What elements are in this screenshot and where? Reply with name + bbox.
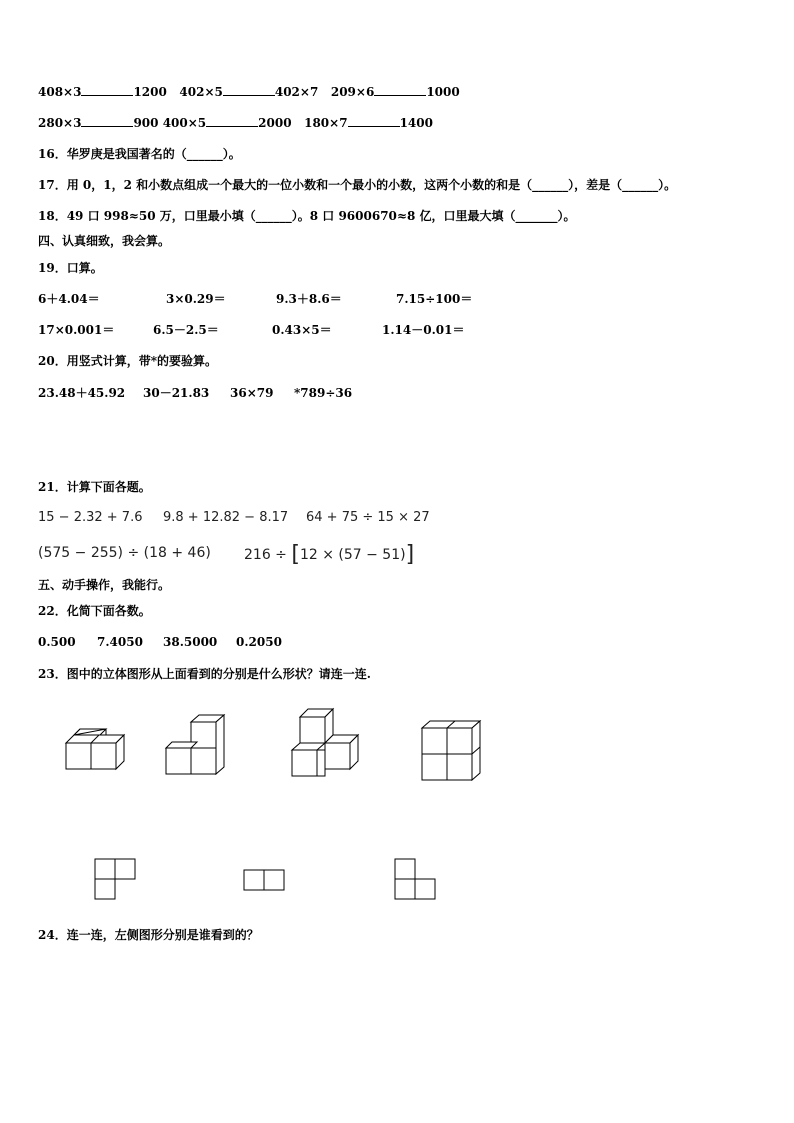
calc-expr: 9.8 + 12.82 − 8.17 <box>163 510 289 525</box>
question-16: 16．华罗庚是我国著名的（______）。 <box>38 147 241 161</box>
question-21: 21．计算下面各题。 <box>38 480 151 494</box>
compare-expr: 209×6 <box>330 85 375 99</box>
calc-expr: (575 − 255) ÷ (18 + 46) <box>38 545 211 561</box>
answer-blank[interactable] <box>81 114 133 127</box>
question-20: 20．用竖式计算，带*的要验算。 <box>38 354 217 368</box>
solid-figure-4 <box>420 718 486 784</box>
compare-value: 1200 <box>133 85 167 99</box>
question-23: 23．图中的立体图形从上面看到的分别是什么形状？请连一连. <box>38 667 371 681</box>
question-22: 22．化简下面各数。 <box>38 604 151 618</box>
answer-blank[interactable] <box>81 83 133 96</box>
section-4-heading: 四、认真细致，我会算。 <box>38 234 171 248</box>
top-view-3 <box>394 858 438 902</box>
top-view-2 <box>243 869 287 893</box>
compare-value: 2000 <box>258 116 292 130</box>
calc-expr-part: 12 × (57 − 51) <box>299 547 406 563</box>
answer-blank[interactable] <box>348 114 400 127</box>
vertical-item: 30－21.83 <box>143 386 210 400</box>
question-18: 18．49 口 998≈50 万，口里最小填（______）。8 口 9600670≈8 亿，口里最大填（_______）。 <box>38 209 576 223</box>
question-19: 19．口算。 <box>38 261 103 275</box>
simplify-item: 7.4050 <box>97 635 143 649</box>
compare-expr: 280×3 <box>38 116 82 130</box>
question-24: 24．连一连，左侧图形分别是谁看到的？ <box>38 928 259 942</box>
calc-expr: 15 − 2.32 + 7.6 <box>38 510 143 525</box>
compare-expr: 180×7 <box>304 116 348 130</box>
question-17: 17．用 0，1，2 和小数点组成一个最大的一位小数和一个最小的小数，这两个小数的和是（______），差是（______）。 <box>38 178 677 192</box>
answer-blank[interactable] <box>206 114 258 127</box>
oral-item: 17×0.001＝ <box>38 323 115 337</box>
bracket-right: ] <box>405 542 415 567</box>
calc-expr <box>244 542 415 567</box>
solid-figure-3 <box>290 705 362 780</box>
compare-value: 1400 <box>399 116 433 130</box>
compare-value: 1000 <box>426 85 460 99</box>
simplify-item: 38.5000 <box>163 635 218 649</box>
oral-item: 7.15÷100＝ <box>396 292 473 306</box>
oral-item: 6＋4.04＝ <box>38 292 100 306</box>
oral-item: 0.43×5＝ <box>272 323 332 337</box>
solid-figure-1 <box>60 725 130 775</box>
solid-figure-2 <box>164 712 230 778</box>
compare-value: 900 <box>133 116 159 130</box>
oral-item: 3×0.29＝ <box>166 292 226 306</box>
compare-row-2 <box>38 114 433 131</box>
vertical-item: 36×79 <box>230 386 274 400</box>
section-5-heading: 五、动手操作，我能行。 <box>38 578 171 592</box>
answer-blank[interactable] <box>223 83 275 96</box>
compare-row-1 <box>38 83 460 100</box>
simplify-item: 0.500 <box>38 635 76 649</box>
oral-item: 9.3＋8.6＝ <box>276 292 342 306</box>
compare-expr: 402×7 <box>274 85 319 99</box>
compare-expr: 400×5 <box>162 116 207 130</box>
vertical-item: *789÷36 <box>294 386 353 400</box>
compare-expr: 408×3 <box>38 85 82 99</box>
simplify-item: 0.2050 <box>236 635 282 649</box>
oral-item: 6.5－2.5＝ <box>153 323 219 337</box>
calc-expr: 64 + 75 ÷ 15 × 27 <box>306 510 430 525</box>
oral-item: 1.14－0.01＝ <box>382 323 465 337</box>
compare-expr: 402×5 <box>179 85 223 99</box>
calc-expr-part: 216 ÷ <box>244 547 287 563</box>
bracket-left: [ <box>291 542 300 567</box>
top-view-1 <box>94 858 138 902</box>
vertical-item: 23.48＋45.92 <box>38 386 126 400</box>
answer-blank[interactable] <box>374 83 426 96</box>
